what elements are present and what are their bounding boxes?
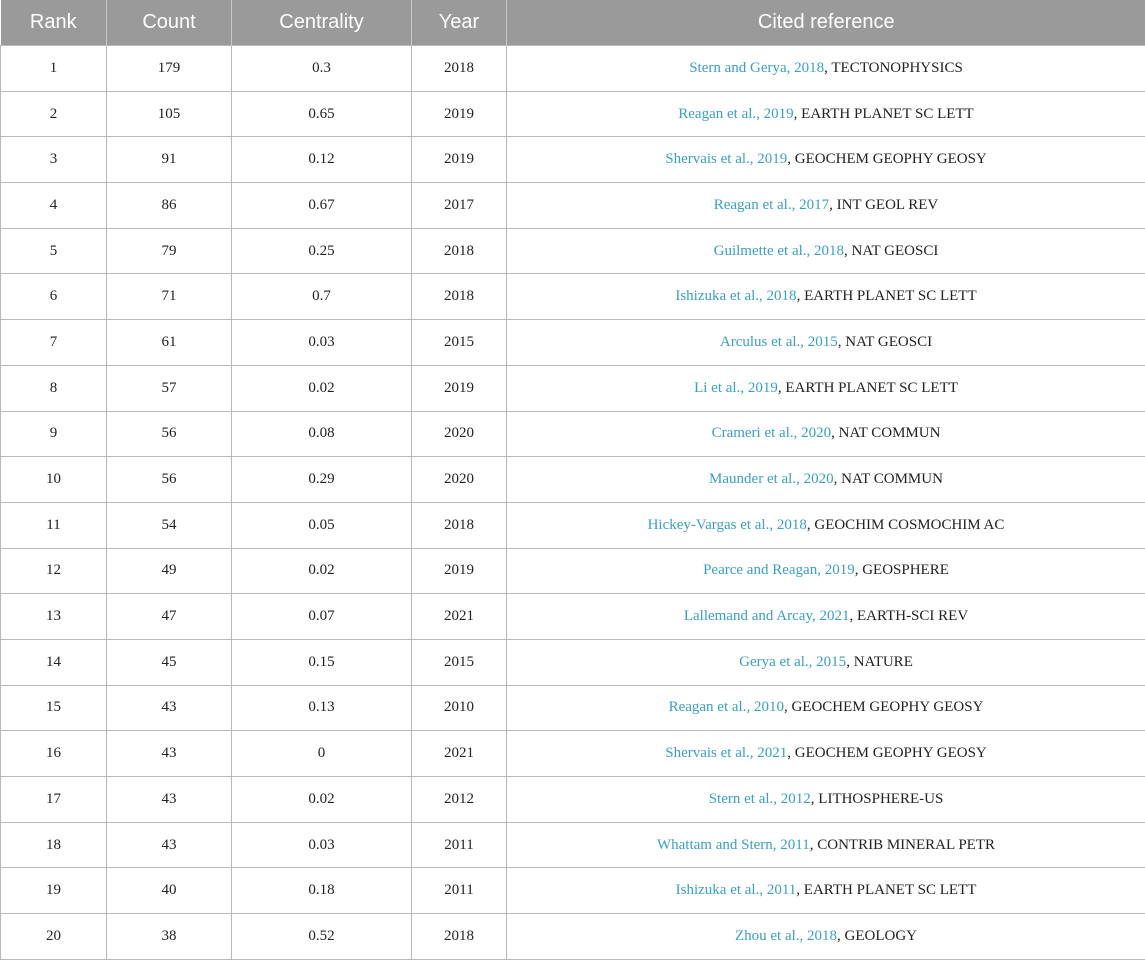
rank-cell: 19 (1, 868, 107, 914)
cited-reference-cell (507, 46, 1145, 92)
centrality-cell: 0.03 (232, 822, 412, 868)
cited-reference-cell (507, 639, 1145, 685)
header-count: Count (107, 0, 232, 46)
cited-reference-cell (507, 594, 1145, 640)
rank-cell: 14 (1, 639, 107, 685)
table-row (1, 228, 1145, 274)
reference-journal: , EARTH PLANET SC LETT (796, 288, 977, 305)
rank-cell: 18 (1, 822, 107, 868)
rank-cell: 7 (1, 320, 107, 366)
year-cell: 2018 (412, 274, 507, 320)
reference-link[interactable]: Reagan et al., 2017 (713, 196, 830, 213)
rank-cell: 1 (1, 46, 107, 92)
reference-journal: , GEOCHEM GEOPHY GEOSY (787, 151, 987, 168)
reference-journal: , GEOSPHERE (854, 562, 949, 579)
table-row (1, 548, 1145, 594)
reference-link[interactable]: Shervais et al., 2021 (665, 745, 788, 762)
reference-link[interactable]: Li et al., 2019 (694, 379, 778, 396)
centrality-cell: 0.67 (232, 183, 412, 229)
reference-journal: , INT GEOL REV (829, 196, 939, 213)
count-cell: 105 (107, 91, 232, 137)
year-cell: 2012 (412, 777, 507, 823)
cited-reference-cell (507, 411, 1145, 457)
table-row (1, 914, 1145, 960)
centrality-cell: 0.7 (232, 274, 412, 320)
table-header (1, 0, 1145, 46)
centrality-cell: 0.25 (232, 228, 412, 274)
count-cell: 79 (107, 228, 232, 274)
reference-journal: , NATURE (846, 653, 913, 670)
reference-link[interactable]: Stern et al., 2012 (708, 790, 811, 807)
table-row (1, 594, 1145, 640)
reference-journal: , EARTH-SCI REV (849, 608, 969, 625)
cited-reference-cell (507, 183, 1145, 229)
table-row (1, 320, 1145, 366)
reference-journal: , GEOLOGY (837, 927, 918, 944)
cited-reference-cell (507, 914, 1145, 960)
reference-link[interactable]: Pearce and Reagan, 2019 (703, 562, 855, 579)
reference-link[interactable]: Gerya et al., 2015 (739, 653, 847, 670)
reference-link[interactable]: Lallemand and Arcay, 2021 (683, 608, 850, 625)
centrality-cell: 0.29 (232, 457, 412, 503)
cited-reference-cell (507, 457, 1145, 503)
table-row (1, 502, 1145, 548)
centrality-cell: 0.08 (232, 411, 412, 457)
table-row (1, 822, 1145, 868)
count-cell: 71 (107, 274, 232, 320)
reference-link[interactable]: Hickey-Vargas et al., 2018 (647, 516, 807, 533)
centrality-cell: 0.52 (232, 914, 412, 960)
count-cell: 56 (107, 457, 232, 503)
rank-cell: 4 (1, 183, 107, 229)
reference-link[interactable]: Arculus et al., 2015 (719, 333, 838, 350)
cited-reference-cell (507, 822, 1145, 868)
year-cell: 2015 (412, 639, 507, 685)
count-cell: 61 (107, 320, 232, 366)
cited-reference-cell (507, 274, 1145, 320)
count-cell: 45 (107, 639, 232, 685)
year-cell: 2018 (412, 502, 507, 548)
year-cell: 2011 (412, 868, 507, 914)
count-cell: 86 (107, 183, 232, 229)
table-row (1, 411, 1145, 457)
year-cell: 2020 (412, 411, 507, 457)
reference-journal: , GEOCHEM GEOPHY GEOSY (783, 699, 984, 716)
year-cell: 2010 (412, 685, 507, 731)
centrality-cell: 0.05 (232, 502, 412, 548)
rank-cell: 5 (1, 228, 107, 274)
reference-journal: , EARTH PLANET SC LETT (793, 105, 974, 122)
rank-cell: 2 (1, 91, 107, 137)
table-row (1, 365, 1145, 411)
reference-journal: , NAT GEOSCI (844, 242, 939, 259)
centrality-cell: 0.03 (232, 320, 412, 366)
header-centrality: Centrality (232, 0, 412, 46)
count-cell: 43 (107, 822, 232, 868)
centrality-cell: 0.15 (232, 639, 412, 685)
table-row (1, 685, 1145, 731)
cited-reference-cell (507, 320, 1145, 366)
reference-link[interactable]: Ishizuka et al., 2018 (675, 288, 797, 305)
table-row (1, 274, 1145, 320)
reference-link[interactable]: Crameri et al., 2020 (711, 425, 832, 442)
rank-cell: 9 (1, 411, 107, 457)
rank-cell: 6 (1, 274, 107, 320)
cited-reference-cell (507, 731, 1145, 777)
header-rank: Rank (1, 0, 107, 46)
year-cell: 2015 (412, 320, 507, 366)
count-cell: 57 (107, 365, 232, 411)
year-cell: 2021 (412, 594, 507, 640)
centrality-cell: 0.65 (232, 91, 412, 137)
rank-cell: 10 (1, 457, 107, 503)
reference-journal: , EARTH PLANET SC LETT (796, 882, 977, 899)
centrality-cell: 0.3 (232, 46, 412, 92)
cited-reference-cell (507, 91, 1145, 137)
centrality-cell: 0.13 (232, 685, 412, 731)
count-cell: 43 (107, 731, 232, 777)
table-body (1, 46, 1145, 960)
reference-link[interactable]: Maunder et al., 2020 (709, 471, 834, 488)
reference-journal: , LITHOSPHERE-US (810, 790, 944, 807)
rank-cell: 16 (1, 731, 107, 777)
table-row (1, 777, 1145, 823)
rank-cell: 3 (1, 137, 107, 183)
centrality-cell: 0.18 (232, 868, 412, 914)
reference-link[interactable]: Shervais et al., 2019 (665, 151, 788, 168)
header-year: Year (412, 0, 507, 46)
rank-cell: 11 (1, 502, 107, 548)
centrality-cell: 0.02 (232, 777, 412, 823)
count-cell: 56 (107, 411, 232, 457)
reference-link[interactable]: Zhou et al., 2018 (734, 927, 838, 944)
reference-link[interactable]: Reagan et al., 2010 (668, 699, 784, 716)
centrality-cell: 0.02 (232, 548, 412, 594)
rank-cell: 15 (1, 685, 107, 731)
cited-reference-cell (507, 228, 1145, 274)
cited-reference-cell (507, 548, 1145, 594)
header-cited-reference: Cited reference (507, 0, 1145, 46)
centrality-cell: 0 (232, 731, 412, 777)
cited-reference-cell (507, 777, 1145, 823)
year-cell: 2021 (412, 731, 507, 777)
table-row (1, 46, 1145, 92)
reference-journal: , NAT GEOSCI (837, 333, 933, 350)
reference-journal: , NAT COMMUN (833, 471, 943, 488)
reference-journal: , GEOCHIM COSMOCHIM AC (806, 516, 1005, 533)
year-cell: 2019 (412, 548, 507, 594)
year-cell: 2011 (412, 822, 507, 868)
count-cell: 91 (107, 137, 232, 183)
table-row (1, 137, 1145, 183)
year-cell: 2019 (412, 91, 507, 137)
year-cell: 2018 (412, 46, 507, 92)
count-cell: 47 (107, 594, 232, 640)
centrality-cell: 0.02 (232, 365, 412, 411)
table-row (1, 457, 1145, 503)
table-row (1, 183, 1145, 229)
table-row (1, 639, 1145, 685)
table-row (1, 91, 1145, 137)
rank-cell: 20 (1, 914, 107, 960)
reference-journal: , EARTH PLANET SC LETT (777, 379, 958, 396)
table-row (1, 868, 1145, 914)
rank-cell: 8 (1, 365, 107, 411)
cited-reference-cell (507, 502, 1145, 548)
cited-reference-cell (507, 685, 1145, 731)
year-cell: 2019 (412, 137, 507, 183)
reference-journal: , CONTRIB MINERAL PETR (809, 836, 996, 853)
reference-journal: , TECTONOPHYSICS (824, 59, 963, 76)
reference-link[interactable]: Stern and Gerya, 2018 (689, 59, 825, 76)
year-cell: 2018 (412, 914, 507, 960)
count-cell: 40 (107, 868, 232, 914)
reference-journal: , GEOCHEM GEOPHY GEOSY (787, 745, 987, 762)
reference-journal: , NAT COMMUN (831, 425, 941, 442)
year-cell: 2019 (412, 365, 507, 411)
cited-reference-cell (507, 137, 1145, 183)
count-cell: 54 (107, 502, 232, 548)
count-cell: 179 (107, 46, 232, 92)
count-cell: 49 (107, 548, 232, 594)
table-row (1, 731, 1145, 777)
count-cell: 43 (107, 685, 232, 731)
reference-link[interactable]: Whattam and Stern, 2011 (656, 836, 810, 853)
rank-cell: 13 (1, 594, 107, 640)
reference-link[interactable]: Guilmette et al., 2018 (713, 242, 845, 259)
year-cell: 2020 (412, 457, 507, 503)
rank-cell: 12 (1, 548, 107, 594)
count-cell: 43 (107, 777, 232, 823)
header-row (1, 0, 1145, 46)
centrality-cell: 0.07 (232, 594, 412, 640)
reference-link[interactable]: Reagan et al., 2019 (678, 105, 794, 122)
year-cell: 2017 (412, 183, 507, 229)
reference-link[interactable]: Ishizuka et al., 2011 (675, 882, 797, 899)
cited-reference-cell (507, 868, 1145, 914)
year-cell: 2018 (412, 228, 507, 274)
rank-cell: 17 (1, 777, 107, 823)
count-cell: 38 (107, 914, 232, 960)
cited-reference-cell (507, 365, 1145, 411)
centrality-cell: 0.12 (232, 137, 412, 183)
